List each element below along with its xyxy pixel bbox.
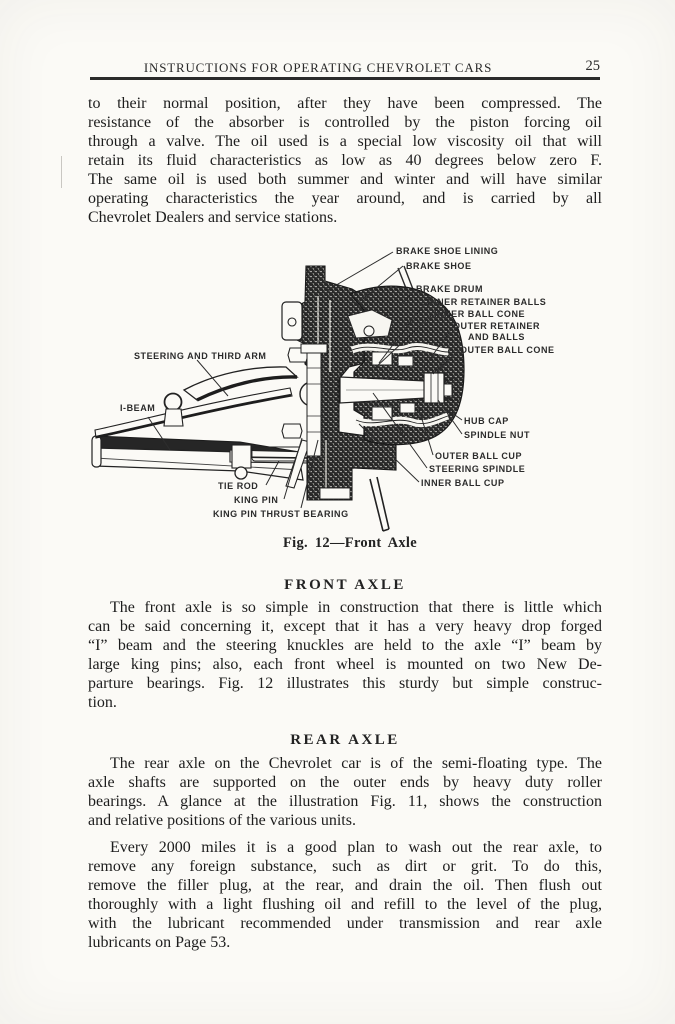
text-line: retain its fluid characteristics as low as 40 degrees below zero F. (88, 152, 602, 169)
text-line: Every 2000 miles it is a good plan to wash out the rear axle, to (110, 839, 602, 856)
figure-label-brake-shoe: BRAKE SHOE (406, 261, 472, 271)
paragraph-rear-axle-1 (88, 754, 602, 830)
page-header-title: INSTRUCTIONS FOR OPERATING CHEVROLET CARS (143, 60, 493, 75)
text-line: The front axle is so simple in construction that there is little which (110, 599, 602, 616)
front-axle-diagram (0, 230, 675, 540)
section-heading-rear-axle: REAR AXLE (290, 732, 400, 748)
text-line: bearings. A glance at the illustration Fig. 11, shows the construction (88, 793, 602, 810)
text-line: remove the filler plug, at the rear, and drain the oil. Then flush out (88, 877, 602, 894)
figure-label-inner-retainer-balls: INNER RETAINER BALLS (427, 297, 547, 307)
figure-label-hub-cap: HUB CAP (464, 416, 509, 426)
figure-label-king-pin-thrust-bearing: KING PIN THRUST BEARING (213, 509, 349, 519)
text-line: through a valve. The oil used is a special low viscosity oil that will (88, 133, 602, 150)
text-line: “I” beam and the steering knuckles are held to the axle “I” beam by (88, 637, 602, 654)
figure-label-inner-ball-cone: INNER BALL CONE (434, 309, 526, 319)
paragraph-rear-axle-2 (88, 838, 602, 952)
text-line: Chevrolet Dealers and service stations. (88, 209, 338, 226)
figure-label-steering-spindle: STEERING SPINDLE (429, 464, 526, 474)
figure-label-outer-ball-cone: OUTER BALL CONE (460, 345, 555, 355)
figure-label-king-pin: KING PIN (234, 495, 279, 505)
figure-front-axle (0, 230, 675, 540)
text-line: large king pins; also, each front wheel is mounted on two New De- (88, 656, 602, 673)
text-line: and relative positions of the various units. (88, 812, 356, 829)
text-line: resistance of the absorber is controlled by the piston forcing oil (88, 114, 602, 131)
text-line: operating characteristics the year around, and is carried by all (88, 190, 602, 207)
figure-label-i-beam: I-BEAM (120, 403, 156, 413)
figure-label-steering-and-third-arm: STEERING AND THIRD ARM (134, 351, 267, 361)
figure-label-inner-ball-cup: INNER BALL CUP (421, 478, 505, 488)
figure-caption: Fig. 12—Front Axle (283, 535, 417, 551)
text-line: The same oil is used both summer and winter and will have similar (88, 171, 602, 188)
text-line: to their normal position, after they have been compressed. The (88, 95, 602, 112)
paragraph-intro (88, 94, 602, 227)
section-heading-front-axle: FRONT AXLE (284, 577, 406, 593)
text-line: lubricants on Page 53. (88, 934, 231, 951)
text-line: tion. (88, 694, 117, 711)
paragraph-front-axle (88, 598, 602, 712)
text-line: can be said concerning it, except that it has a very heavy drop forged (88, 618, 602, 635)
figure-label-and-balls: AND BALLS (468, 332, 525, 342)
header-rule (90, 77, 600, 80)
text-line: thoroughly with a light flushing oil and refill to the level of the plug, (88, 896, 602, 913)
scan-artifact (61, 156, 62, 188)
text-line: axle shafts are supported on the outer ends by heavy duty roller (88, 774, 602, 791)
figure-label-outer-retainer: OUTER RETAINER (453, 321, 541, 331)
figure-label-tie-rod: TIE ROD (218, 481, 259, 491)
text-line: remove any foreign substance, such as dirt or grit. To do this, (88, 858, 602, 875)
text-line: The rear axle on the Chevrolet car is of the semi-floating type. The (110, 755, 602, 772)
figure-label-brake-shoe-lining: BRAKE SHOE LINING (396, 246, 499, 256)
figure-label-spindle-nut: SPINDLE NUT (464, 430, 531, 440)
text-line: with the lubricant recommended under transmission and rear axle (88, 915, 602, 932)
text-line: parture bearings. Fig. 12 illustrates this sturdy but simple construc- (88, 675, 602, 692)
figure-label-outer-ball-cup: OUTER BALL CUP (435, 451, 523, 461)
page-number: 25 (585, 58, 600, 74)
figure-label-brake-drum: BRAKE DRUM (416, 284, 483, 294)
